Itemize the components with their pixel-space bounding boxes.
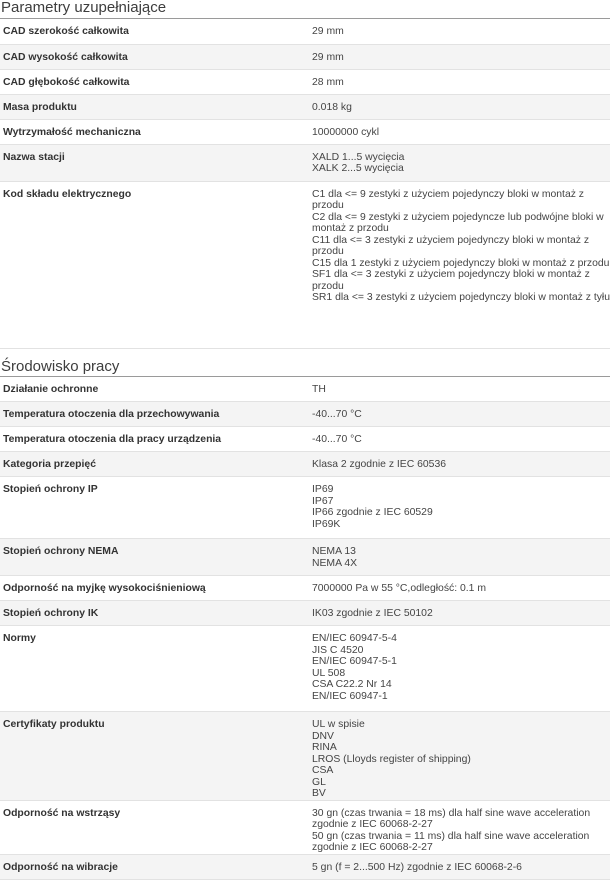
spec-value: UL 508 [312, 667, 346, 679]
spec-value-cell [307, 800, 610, 854]
spec-value-cell [307, 712, 610, 801]
spec-label: Normy [0, 626, 307, 712]
spec-row [0, 452, 610, 477]
spec-label: CAD szerokość całkowita [0, 19, 307, 44]
spec-value: IP69K [312, 518, 341, 530]
spec-label: CAD wysokość całkowita [0, 44, 307, 69]
spec-row [0, 181, 610, 348]
spec-section [0, 357, 610, 880]
spec-value-cell [307, 44, 610, 69]
spec-value: 30 gn (czas trwania = 18 ms) dla half sine wave acceleration zgodnie z IEC 60068-2-27 [312, 807, 591, 830]
spec-label: Odporność na wibracje [0, 854, 307, 879]
spec-label: Wytrzymałość mechaniczna [0, 119, 307, 144]
spec-value: TH [312, 383, 326, 395]
spec-value: DNV [312, 730, 334, 742]
spec-label: Kategoria przepięć [0, 452, 307, 477]
spec-table [0, 377, 610, 880]
spec-value: EN/IEC 60947-1 [312, 690, 388, 702]
spec-value: 0.018 kg [312, 101, 352, 113]
spec-value: IP66 zgodnie z IEC 60529 [312, 507, 433, 518]
spec-row [0, 427, 610, 452]
spec-row [0, 377, 610, 402]
spec-row [0, 539, 610, 576]
spec-label: Certyfikaty produktu [0, 712, 307, 801]
spec-label: Kod składu elektrycznego [0, 181, 307, 348]
spec-value-cell [307, 854, 610, 879]
spec-value: 10000000 cykl [312, 126, 380, 138]
spec-value: C1 dla <= 9 zestyki z użyciem pojedynczy bloki w montaż z przodu [312, 188, 585, 211]
spec-value-cell [307, 601, 610, 626]
spec-row [0, 576, 610, 601]
spec-value: C11 dla <= 3 zestyki z użyciem pojedynczy bloki w montaż z przodu [312, 234, 590, 257]
spec-value: C15 dla 1 zestyki z użyciem pojedynczy bloki w montaż z przodu [312, 257, 610, 269]
spec-value: 29 mm [312, 26, 344, 37]
spec-row [0, 19, 610, 44]
spec-value: Klasa 2 zgodnie z IEC 60536 [312, 459, 447, 470]
spec-row [0, 94, 610, 119]
spec-value-cell [307, 181, 610, 348]
spec-value-cell [307, 144, 610, 181]
spec-label: Stopień ochrony IP [0, 477, 307, 539]
spec-value: SF1 dla <= 3 zestyki z użyciem pojedynczy bloki w montaż z przodu [312, 269, 590, 292]
spec-value-cell [307, 452, 610, 477]
spec-row [0, 712, 610, 801]
spec-value-cell [307, 427, 610, 452]
spec-value-cell [307, 477, 610, 539]
spec-value: -40...70 °C [312, 434, 362, 445]
spec-value: XALK 2...5 wycięcia [312, 163, 404, 174]
spec-value: XALD 1...5 wycięcia [312, 151, 405, 163]
spec-value: EN/IEC 60947-5-4 [312, 633, 397, 644]
spec-value: IK03 zgodnie z IEC 50102 [312, 608, 433, 619]
spec-label: Stopień ochrony NEMA [0, 539, 307, 576]
spec-row [0, 69, 610, 94]
spec-label: Masa produktu [0, 94, 307, 119]
spec-row [0, 119, 610, 144]
spec-row [0, 626, 610, 712]
spec-section [0, 0, 610, 349]
spec-value-cell [307, 626, 610, 712]
spec-value: BV [312, 788, 326, 799]
spec-label: Odporność na myjkę wysokociśnieniową [0, 576, 307, 601]
spec-value: CSA [312, 765, 334, 776]
spec-value: 29 mm [312, 51, 344, 63]
spec-value: GL [312, 776, 326, 788]
section-title: Środowisko pracy [0, 357, 610, 377]
spec-row [0, 477, 610, 539]
spec-row [0, 854, 610, 879]
spec-value: -40...70 °C [312, 409, 362, 420]
spec-label: Działanie ochronne [0, 377, 307, 402]
section-title: Parametry uzupełniające [0, 0, 610, 19]
spec-value: EN/IEC 60947-5-1 [312, 656, 397, 667]
spec-value-cell [307, 377, 610, 402]
spec-value: NEMA 13 [312, 546, 356, 557]
spec-label: Temperatura otoczenia dla przechowywania [0, 402, 307, 427]
spec-value-cell [307, 94, 610, 119]
spec-value: UL w spisie [312, 719, 365, 730]
spec-value: LROS (Lloyds register of shipping) [312, 753, 471, 765]
spec-row [0, 402, 610, 427]
spec-value-cell [307, 19, 610, 44]
spec-value: IP67 [312, 495, 334, 507]
spec-value: RINA [312, 742, 337, 753]
spec-label: Odporność na wstrząsy [0, 800, 307, 854]
spec-value: 50 gn (czas trwania = 11 ms) dla half sine wave acceleration zgodnie z IEC 60068-2-27 [312, 830, 590, 853]
spec-value: CSA C22.2 Nr 14 [312, 679, 392, 690]
spec-value-cell [307, 69, 610, 94]
spec-row [0, 800, 610, 854]
spec-label: Nazwa stacji [0, 144, 307, 181]
spec-row [0, 44, 610, 69]
spec-value: IP69 [312, 484, 334, 495]
spec-row [0, 601, 610, 626]
spec-label: Temperatura otoczenia dla pracy urządzenia [0, 427, 307, 452]
spec-label: CAD głębokość całkowita [0, 69, 307, 94]
spec-value: JIS C 4520 [312, 644, 364, 656]
spec-value: SR1 dla <= 3 zestyki z użyciem pojedynczy bloki w montaż z tyłu [312, 292, 610, 303]
spec-label: Stopień ochrony IK [0, 601, 307, 626]
spec-value: 7000000 Pa w 55 °C,odległość: 0.1 m [312, 583, 486, 594]
spec-value: C2 dla <= 9 zestyki z użyciem pojedyncze lub podwójne bloki w montaż z przodu [312, 211, 604, 234]
spec-value: 5 gn (f = 2...500 Hz) zgodnie z IEC 60068-2-6 [312, 861, 522, 873]
spec-row [0, 144, 610, 181]
spec-value-cell [307, 576, 610, 601]
spec-value: 28 mm [312, 76, 344, 88]
spec-value-cell [307, 119, 610, 144]
spec-table [0, 19, 610, 349]
spec-value-cell [307, 539, 610, 576]
spec-value-cell [307, 402, 610, 427]
spec-value: NEMA 4X [312, 557, 358, 569]
